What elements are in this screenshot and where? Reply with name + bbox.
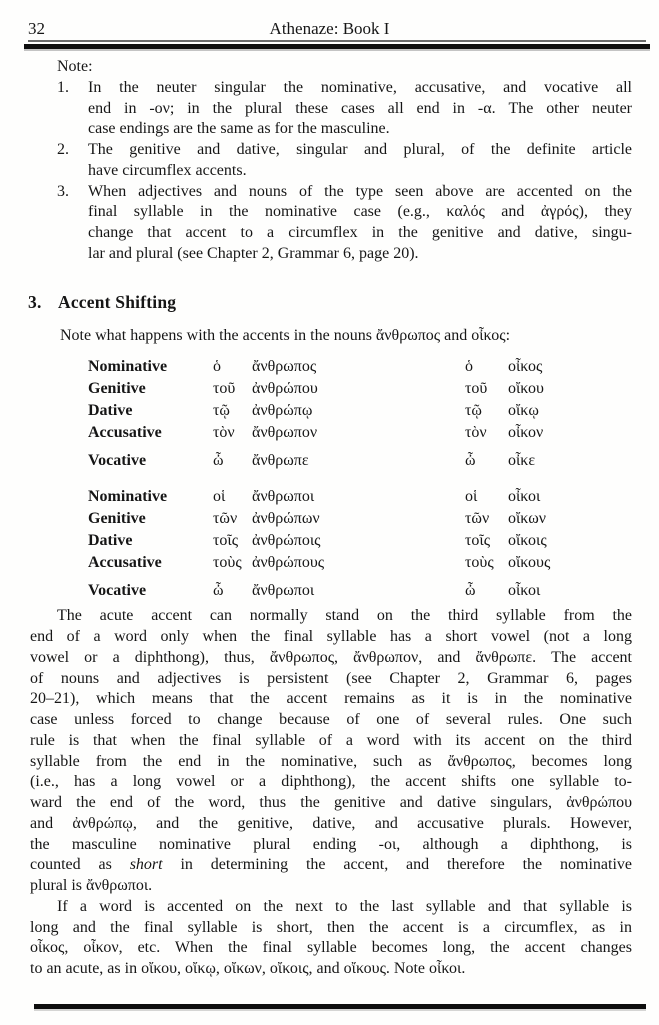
text-segment: counted as xyxy=(30,856,130,874)
noun-cell: ἄνθρωπε xyxy=(252,452,309,470)
italic-word: short xyxy=(129,856,163,874)
text-line: rule is that when the final syllable of a word with its accent on the third xyxy=(30,731,632,749)
noun-cell: οἴκου xyxy=(508,380,544,398)
text-line: lar and plural (see Chapter 2, Grammar 6, page 20). xyxy=(88,244,419,262)
text-column xyxy=(30,57,632,980)
noun-cell: ἀνθρώποις xyxy=(252,532,321,550)
section-number: 3. xyxy=(28,291,42,312)
case-label: Accusative xyxy=(88,554,162,572)
text-line: to an acute, as in οἴκου, οἴκῳ, οἴκων, οἴκοις, and οἴκους. Note οἶκοι. xyxy=(30,960,466,977)
text-line: The genitive and dative, singular and plural, of the definite article xyxy=(88,141,632,158)
noun-cell: οἶκοι xyxy=(508,488,541,506)
text-line: end in -ον; in the plural these cases all end in -α. The other neuter xyxy=(88,99,632,117)
noun-cell: οἴκους xyxy=(508,554,551,572)
case-label: Dative xyxy=(88,402,133,420)
paradigm-row xyxy=(88,580,632,602)
case-label: Accusative xyxy=(88,424,162,442)
article-cell: τῶν xyxy=(213,510,238,528)
paragraph-circumflex-rule xyxy=(30,897,632,980)
case-label: Vocative xyxy=(88,582,147,600)
article-cell: τὸν xyxy=(465,424,487,442)
case-label: Vocative xyxy=(88,452,147,470)
article-cell: τοῦ xyxy=(465,380,488,398)
noun-cell: ἀνθρώπῳ xyxy=(252,402,313,420)
article-cell: οἱ xyxy=(465,488,478,506)
text-line: of nouns and adjectives is persistent (see Chapter 2, Grammar 6, pages xyxy=(30,669,632,687)
paradigm-row xyxy=(88,356,632,378)
noun-cell: ἄνθρωποι xyxy=(252,582,315,600)
text-line: In the neuter singular the nominative, accusative, and vocative all xyxy=(88,78,632,96)
paradigm-row xyxy=(88,422,632,444)
paragraph-accent-rules xyxy=(30,606,632,897)
noun-cell: οἶκον xyxy=(508,424,544,442)
article-cell: τοὺς xyxy=(465,554,494,572)
text-line: case unless forced to change because of one of several rules. One such xyxy=(30,711,632,728)
section-heading xyxy=(30,291,632,313)
text-line: οἶκος, οἶκον, etc. When the final syllable becomes long, the accent changes xyxy=(30,939,632,957)
text-line: syllable from the end in the nominative, such as ἄνθρωπος, becomes long xyxy=(30,752,632,770)
text-line: the masculine nominative plural ending -οι, although a diphthong, is xyxy=(30,835,632,853)
text-line: If a word is accented on the next to the last syllable and that syllable is xyxy=(57,897,632,915)
case-label: Genitive xyxy=(88,380,146,398)
noun-cell: ἀνθρώπους xyxy=(252,554,325,572)
text-line: case endings are the same as for the masculine. xyxy=(88,120,390,138)
noun-cell: ἀνθρώπου xyxy=(252,380,318,398)
paradigm-row xyxy=(88,450,632,472)
article-cell: τοῦ xyxy=(213,380,236,398)
article-cell: τῷ xyxy=(465,402,482,420)
noun-cell: ἄνθρωπον xyxy=(252,424,318,442)
text-line: vowel or a diphthong), thus, ἄνθρωπος, ἄνθρωπον, and ἄνθρωπε. The accent xyxy=(30,648,632,666)
article-cell: τὸν xyxy=(213,424,235,442)
article-cell: τῷ xyxy=(213,402,230,420)
article-cell: τῶν xyxy=(465,510,490,528)
case-label: Nominative xyxy=(88,488,168,506)
case-label: Dative xyxy=(88,532,133,550)
text-line: ward the end of the word, thus the genitive and dative singulars, ἀνθρώπου xyxy=(30,794,632,811)
noun-cell: οἶκοι xyxy=(508,582,541,600)
article-cell: οἱ xyxy=(213,488,226,506)
article-cell: τοῖς xyxy=(213,532,239,550)
text-line: long and the final syllable is short, then the accent is a circumflex, as in xyxy=(30,918,632,936)
paradigm-row xyxy=(88,508,632,530)
list-number: 3. xyxy=(57,182,69,200)
page-bottom-rule xyxy=(34,1004,646,1009)
note-heading: Note: xyxy=(57,58,93,75)
text-line: final syllable in the nominative case (e.g., καλός and ἀγρός), they xyxy=(88,203,632,221)
text-line: The acute accent can normally stand on the third syllable from the xyxy=(57,607,632,625)
paradigm-row xyxy=(88,378,632,400)
page-header-title: Athenaze: Book I xyxy=(269,19,390,38)
note-item-3 xyxy=(30,182,632,265)
page-number: 32 xyxy=(28,19,45,38)
list-item-text xyxy=(88,140,632,182)
header-thin-rule xyxy=(28,40,646,42)
section-title: Accent Shifting xyxy=(58,291,177,312)
list-item-text xyxy=(88,78,632,140)
article-cell: ὁ xyxy=(465,358,473,376)
list-item-text xyxy=(88,182,632,265)
case-label: Nominative xyxy=(88,358,168,376)
header-thick-rule xyxy=(24,44,650,49)
text-segment: in determining the accent, and therefore the nominative xyxy=(162,856,632,874)
noun-cell: ἄνθρωποι xyxy=(252,488,315,506)
text-line: have circumflex accents. xyxy=(88,161,247,179)
text-line: When adjectives and nouns of the type seen above are accented on the xyxy=(88,182,632,200)
article-cell: ὦ xyxy=(213,452,224,470)
paradigm-table-singular xyxy=(88,356,632,472)
note-item-1 xyxy=(30,78,632,140)
text-line-with-italic xyxy=(30,855,632,876)
article-cell: ὦ xyxy=(213,582,224,600)
text-line: 20–21), which means that the accent remains as it is in the nominative xyxy=(30,690,632,708)
paradigm-intro: Note what happens with the accents in the nouns ἄνθρωπος and οἶκος: xyxy=(60,326,511,344)
article-cell: ὦ xyxy=(465,452,476,470)
paradigm-table-plural xyxy=(88,486,632,602)
article-cell: ὦ xyxy=(465,582,476,600)
text-line: (i.e., has a long vowel or a diphthong), the accent shifts one syllable to- xyxy=(30,773,632,791)
paradigm-row xyxy=(88,530,632,552)
noun-cell: ἄνθρωπος xyxy=(252,358,317,376)
text-line: plural is ἄνθρωποι. xyxy=(30,877,153,894)
case-label: Genitive xyxy=(88,510,146,528)
noun-cell: οἴκῳ xyxy=(508,402,539,420)
noun-cell: οἴκοις xyxy=(508,532,547,550)
text-line: change that accent to a circumflex in the genitive and dative, singu- xyxy=(88,224,632,241)
noun-cell: οἴκων xyxy=(508,510,546,528)
paradigm-row xyxy=(88,486,632,508)
article-cell: τοῖς xyxy=(465,532,491,550)
noun-cell: οἶκος xyxy=(508,358,543,376)
list-number: 1. xyxy=(57,78,69,96)
article-cell: ὁ xyxy=(213,358,221,376)
text-line: end of a word only when the final syllable has a short vowel (not a long xyxy=(30,628,632,645)
paradigm-row xyxy=(88,400,632,422)
list-number: 2. xyxy=(57,141,69,158)
noun-cell: ἀνθρώπων xyxy=(252,510,320,528)
paradigm-row xyxy=(88,552,632,574)
article-cell: τοὺς xyxy=(213,554,242,572)
noun-cell: οἶκε xyxy=(508,452,536,470)
text-line: and ἀνθρώπῳ, and the genitive, dative, and accusative plurals. However, xyxy=(30,814,632,832)
note-item-2 xyxy=(30,140,632,182)
